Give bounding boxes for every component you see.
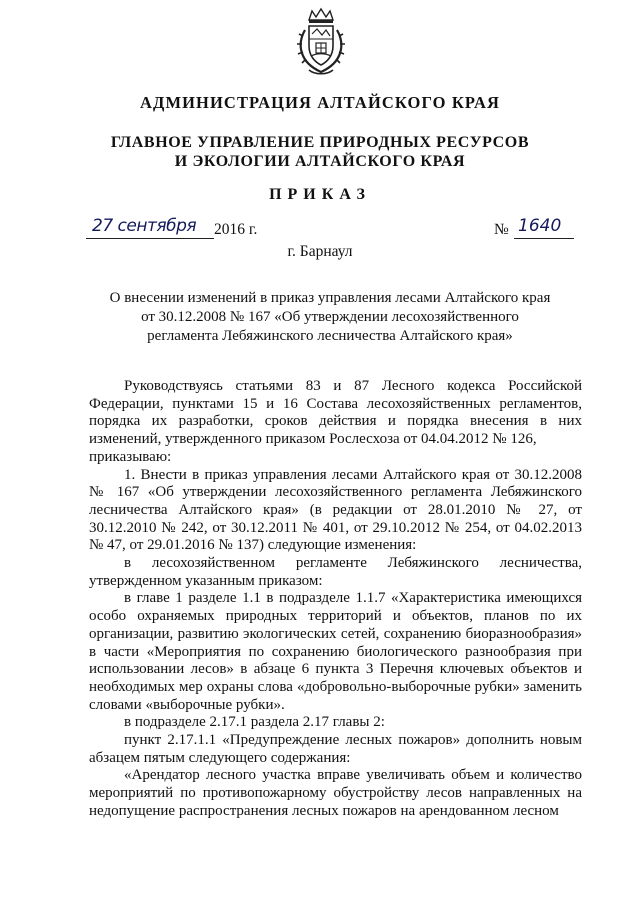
city-label: г. Барнаул — [287, 243, 353, 260]
body-paragraph-point: пункт 2.17.1.1 «Предупреждение лесных пожаров» дополнить новым абзацем пятым следующего содержания: — [89, 732, 582, 766]
coat-of-arms-emblem — [295, 6, 347, 78]
administration-title: АДМИНИСТРАЦИЯ АЛТАЙСКОГО КРАЯ — [139, 93, 500, 112]
body-paragraph-preamble: Руководствуясь статьями 83 и 87 Лесного кодекса Российской Федерации, пунктами 15 и 16 Состава лесохозяйственных регламентов, порядка их разработки, сроков действия и порядка внесения в них изменений, утвержденного приказом Рослесхоза от 04.04.2012 № 126, — [89, 378, 582, 448]
number-label: № — [494, 221, 509, 238]
subject-line2: от 30.12.2008 № 167 «Об утверждении лесохозяйственного — [141, 309, 519, 325]
handwritten-number: 1640 — [518, 216, 562, 236]
handwritten-date: 27 сентября — [92, 216, 197, 236]
body-paragraph-quote: «Арендатор лесного участка вправе увеличивать объем и количество мероприятий по противопожарному обустройству лесов направленных на недопущение распространения лесных пожаров на арендованном лесном — [89, 767, 582, 819]
body-paragraph-item-1: 1. Внести в приказ управления лесами Алтайского края от 30.12.2008 № 167 «Об утверждении лесохозяйственного регламента Лебяжинского лесничества Алтайского края» (в редакции от 28.01.2010 № 27, от 30.12.2010 № 242, от 30.12.2011 № 401, от 29.10.2012 № 254, от 04.02.2013 № 47, от 29.01.2016 № 137) следующие изменения: — [89, 466, 582, 554]
subject-line3: регламента Лебяжинского лесничества Алтайского края» — [147, 328, 513, 344]
department-title — [0, 133, 640, 171]
date-year: 2016 г. — [214, 221, 258, 238]
document-type-title: ПРИКАЗ — [269, 186, 371, 203]
body-paragraph-order-word: приказываю: — [89, 448, 172, 465]
date-underline — [86, 238, 214, 239]
body-paragraph-chapter-1: в главе 1 разделе 1.1 в подразделе 1.1.7 «Характеристика имеющихся особо охраняемых природных территорий и объектов, планов по их организации, развитию экологических сетей, сохранению биоразнообразия» в части «Мероприятия по сохранению биологического разнообразия при использовании лесов» в абзаце 6 пункта 3 Перечня ключевых объектов и необходимых мер охраны слова «добровольно-выборочные рубки» заменить словами «выборочные рубки». — [89, 590, 582, 713]
subject-line1: О внесении изменений в приказ управления лесами Алтайского края — [109, 290, 551, 306]
order-subject — [80, 289, 580, 346]
number-underline — [514, 238, 574, 239]
body-paragraph-regulation: в лесохозяйственном регламенте Лебяжинского лесничества, утвержденном указанным приказом: — [89, 555, 582, 589]
body-paragraph-subsection: в подразделе 2.17.1 раздела 2.17 главы 2: — [124, 714, 385, 731]
order-body — [89, 378, 582, 821]
department-title-line2: И ЭКОЛОГИИ АЛТАЙСКОГО КРАЯ — [174, 153, 466, 170]
department-title-line1: ГЛАВНОЕ УПРАВЛЕНИЕ ПРИРОДНЫХ РЕСУРСОВ — [110, 134, 530, 151]
